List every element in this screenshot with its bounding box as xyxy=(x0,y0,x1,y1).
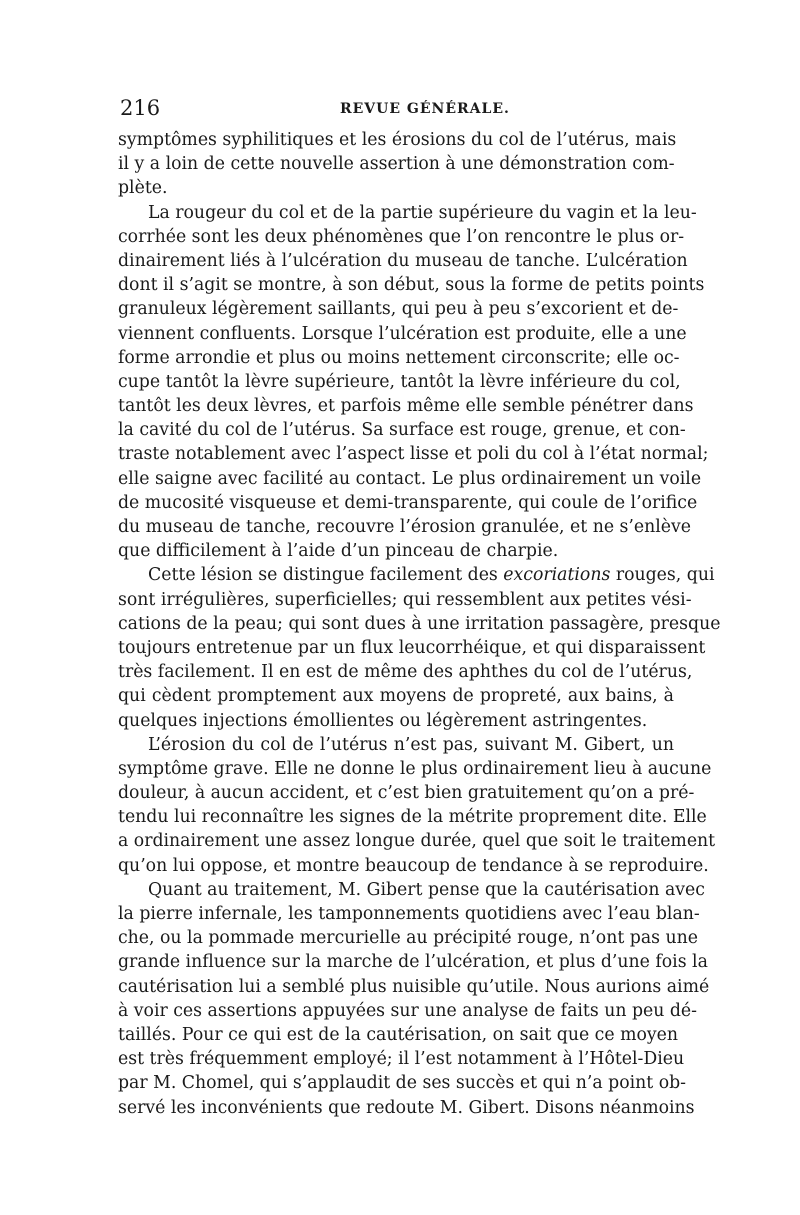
text-line: grande influence sur la marche de l’ulcération, et plus d’une fois la xyxy=(118,952,708,973)
body-text xyxy=(118,128,721,1120)
running-title: REVUE GÉNÉRALE. xyxy=(340,101,510,117)
text-line: qu’on lui oppose, et montre beaucoup de tendance à se reproduire. xyxy=(118,855,709,876)
text-line: de mucosité visqueuse et demi-transparente, qui coule de l’orifice xyxy=(118,492,698,513)
text-segment: Cette lésion se distingue facilement des xyxy=(148,565,498,586)
text-line: tendu lui reconnaître les signes de la métrite proprement dite. Elle xyxy=(118,807,707,828)
page-number: 216 xyxy=(120,96,161,120)
text-line: très facilement. Il en est de même des aphthes du col de l’utérus, xyxy=(118,662,693,683)
text-line: taillés. Pour ce qui est de la cautérisation, on sait que ce moyen xyxy=(118,1024,678,1045)
text-line: elle saigne avec facilité au contact. Le plus ordinairement un voile xyxy=(118,468,702,489)
text-line: la cavité du col de l’utérus. Sa surface est rouge, grenue, et con- xyxy=(118,420,686,441)
text-line: qui cèdent promptement aux moyens de propreté, aux bains, à xyxy=(118,686,674,707)
text-line: cautérisation lui a semblé plus nuisible qu’utile. Nous aurions aimé xyxy=(118,976,710,997)
text-line: toujours entretenue par un flux leucorrhéique, et qui disparaissent xyxy=(118,637,706,658)
text-line: cations de la peau; qui sont dues à une irritation passagère, presque xyxy=(118,613,721,634)
text-line: symptômes syphilitiques et les érosions du col de l’utérus, mais xyxy=(118,130,677,150)
text-line: La rougeur du col et de la partie supérieure du vagin et la leu- xyxy=(148,202,697,223)
text-line: dont il s’agit se montre, à son début, sous la forme de petits points xyxy=(118,275,705,296)
text-line: L’érosion du col de l’utérus n’est pas, suivant M. Gibert, un xyxy=(148,734,674,755)
text-segment: rouges, qui xyxy=(615,565,715,586)
text-line: quelques injections émollientes ou légèrement astringentes. xyxy=(118,710,648,731)
text-line: tantôt les deux lèvres, et parfois même elle semble pénétrer dans xyxy=(118,396,694,417)
emphasis-text: excoriations xyxy=(503,565,611,586)
text-line: traste notablement avec l’aspect lisse et poli du col à l’état normal; xyxy=(118,444,709,465)
text-line: la pierre infernale, les tamponnements quotidiens avec l’eau blan- xyxy=(118,904,700,924)
text-line: par M. Chomel, qui s’applaudit de ses succès et qui n’a point ob- xyxy=(118,1073,687,1094)
page-header xyxy=(120,96,670,122)
text-line: que difficilement à l’aide d’un pinceau de charpie. xyxy=(118,541,559,562)
text-line: cupe tantôt la lèvre supérieure, tantôt la lèvre inférieure du col, xyxy=(118,371,681,392)
text-line: sont irrégulières, superficielles; qui ressemblent aux petites vési- xyxy=(118,589,692,610)
text-line: symptôme grave. Elle ne donne le plus ordinairement lieu à aucune xyxy=(118,758,712,779)
text-line: à voir ces assertions appuyées sur une analyse de faits un peu dé- xyxy=(118,1000,697,1021)
text-line: corrhée sont les deux phénomènes que l’on rencontre le plus or- xyxy=(118,226,685,247)
text-line: viennent confluents. Lorsque l’ulcération est produite, elle a une xyxy=(118,323,687,344)
text-line xyxy=(118,563,715,587)
text-line: plète. xyxy=(118,178,168,199)
text-line: il y a loin de cette nouvelle assertion à une démonstration com- xyxy=(118,154,675,175)
text-line: douleur, à aucun accident, et c’est bien gratuitement qu’on a pré- xyxy=(118,783,695,804)
text-line: dinairement liés à l’ulcération du museau de tanche. L’ulcération xyxy=(118,250,688,271)
text-line: servé les inconvénients que redoute M. Gibert. Disons néanmoins xyxy=(118,1097,695,1118)
text-line: a ordinairement une assez longue durée, quel que soit le traitement xyxy=(118,831,716,852)
text-line: du museau de tanche, recouvre l’érosion granulée, et ne s’enlève xyxy=(118,517,692,537)
text-line: est très fréquemment employé; il l’est notamment à l’Hôtel-Dieu xyxy=(118,1049,685,1070)
text-line: che, ou la pommade mercurielle au précipité rouge, n’ont pas une xyxy=(118,928,698,949)
text-line: Quant au traitement, M. Gibert pense que la cautérisation avec xyxy=(148,879,705,900)
text-line: granuleux légèrement saillants, qui peu à peu s’excorient et de- xyxy=(118,299,679,320)
text-line: forme arrondie et plus ou moins nettement circonscrite; elle oc- xyxy=(118,347,680,368)
